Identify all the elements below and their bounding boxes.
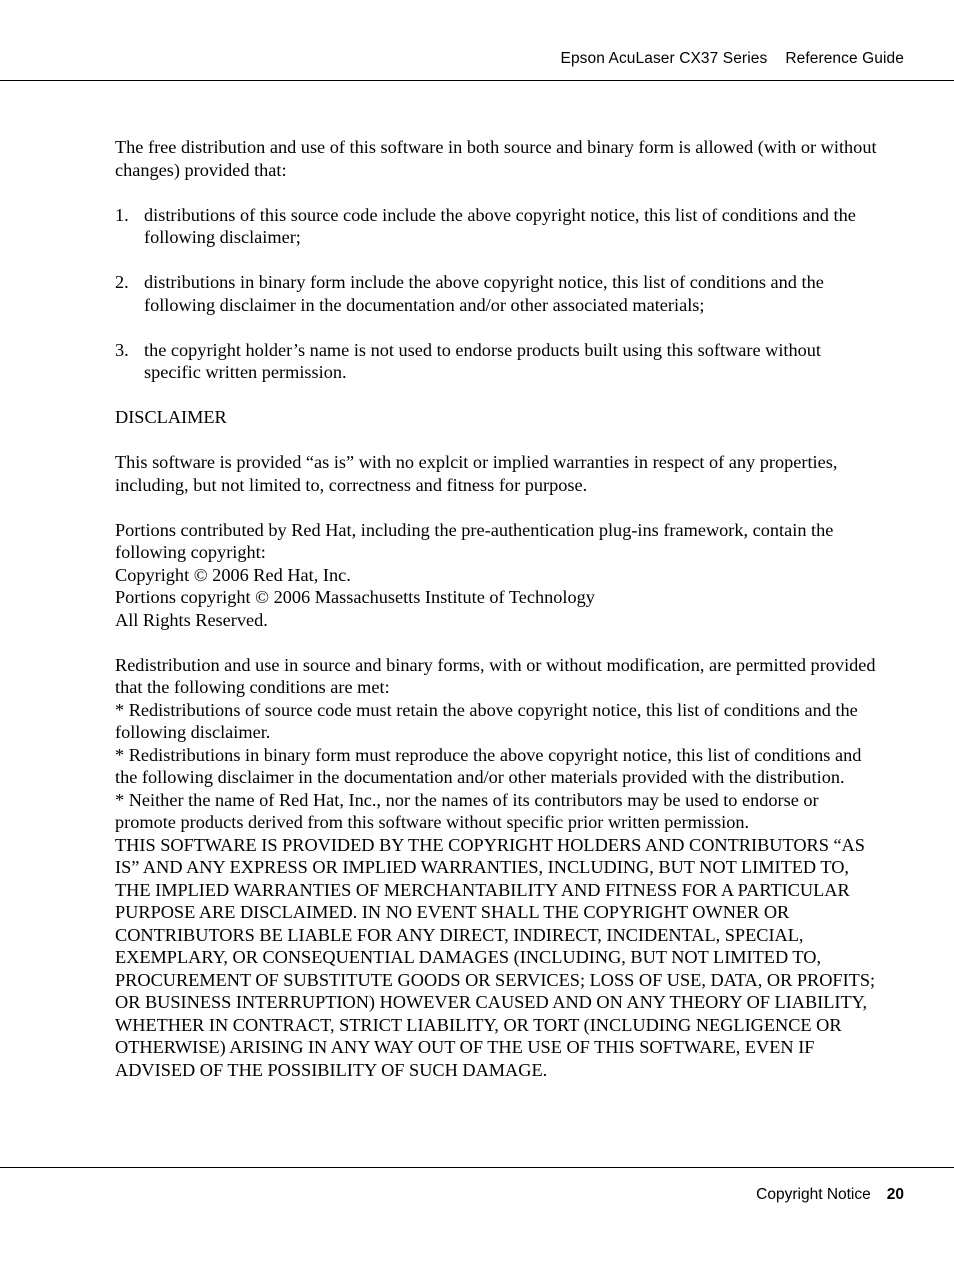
redhat-intro-paragraph: Portions contributed by Red Hat, including the pre-authentication plug-ins framework, contain the following copyright: bbox=[115, 519, 834, 562]
condition-number: 3. bbox=[115, 339, 129, 360]
disclaimer-paragraph: This software is provided “as is” with no explcit or implied warranties in respect of any properties, including, but not limited to, correctness and fitness for purpose. bbox=[115, 452, 838, 495]
page-body bbox=[115, 136, 879, 1081]
header-product-name: Epson AcuLaser CX37 Series bbox=[560, 50, 768, 67]
header-divider bbox=[0, 80, 954, 81]
condition-number: 1. bbox=[115, 204, 129, 225]
running-footer bbox=[756, 1186, 904, 1204]
footer-divider bbox=[0, 1167, 954, 1168]
warranty-disclaimer: THIS SOFTWARE IS PROVIDED BY THE COPYRIGHT HOLDERS AND CONTRIBUTORS “AS IS” AND ANY EXPRESS OR IMPLIED WARRANTIES, INCLUDING, BUT NOT LIMITED TO, THE IMPLIED WARRANTIES OF MERCHANTABILITY AND FITNESS FOR A PARTICULAR PURPOSE ARE DISCLAIMED. IN NO EVENT SHALL THE COPYRIGHT OWNER OR CONTRIBUTORS BE LIABLE FOR ANY DIRECT, INDIRECT, INCIDENTAL, SPECIAL, EXEMPLARY, OR CONSEQUENTIAL DAMAGES (INCLUDING, BUT NOT LIMITED TO, PROCUREMENT OF SUBSTITUTE GOODS OR SERVICES; LOSS OF USE, DATA, OR PROFITS; OR BUSINESS INTERRUPTION) HOWEVER CAUSED AND ON ANY THEORY OF LIABILITY, WHETHER IN CONTRACT, STRICT LIABILITY, OR TORT (INCLUDING NEGLIGENCE OR OTHERWISE) ARISING IN ANY WAY OUT OF THE USE OF THIS SOFTWARE, EVEN IF ADVISED OF THE POSSIBILITY OF SUCH DAMAGE. bbox=[115, 834, 876, 1080]
disclaimer-heading: DISCLAIMER bbox=[115, 407, 227, 427]
rights-reserved-line: All Rights Reserved. bbox=[115, 609, 268, 630]
condition-item-2 bbox=[115, 271, 879, 316]
running-header bbox=[561, 50, 905, 68]
copyright-line-mit: Portions copyright © 2006 Massachusetts Institute of Technology bbox=[115, 587, 595, 607]
intro-paragraph: The free distribution and use of this software in both source and binary form is allowed (with or without changes) provided that: bbox=[115, 137, 877, 180]
condition-number: 2. bbox=[115, 272, 129, 292]
condition-item-3 bbox=[115, 339, 879, 384]
condition-text: distributions of this source code include the above copyright notice, this list of conditions and the following disclaimer; bbox=[144, 204, 856, 247]
footer-section-title: Copyright Notice bbox=[756, 1186, 871, 1203]
redistribution-bullet-endorse: * Neither the name of Red Hat, Inc., nor the names of its contributors may be used to endorse or promote products derived from this software without specific prior written permission. bbox=[115, 789, 819, 832]
condition-item-1 bbox=[115, 204, 879, 249]
condition-text: distributions in binary form include the above copyright notice, this list of conditions and the following disclaimer in the documentation and/or other associated materials; bbox=[144, 272, 824, 315]
header-guide-name: Reference Guide bbox=[785, 50, 904, 67]
condition-text: the copyright holder’s name is not used to endorse products built using this software without specific written permission. bbox=[144, 339, 821, 382]
redistribution-intro: Redistribution and use in source and binary forms, with or without modification, are permitted provided that the following conditions are met: bbox=[115, 654, 876, 697]
redistribution-bullet-source: * Redistributions of source code must retain the above copyright notice, this list of conditions and the following disclaimer. bbox=[115, 699, 858, 742]
page-number: 20 bbox=[886, 1186, 904, 1203]
redistribution-bullet-binary: * Redistributions in binary form must reproduce the above copyright notice, this list of conditions and the following disclaimer in the documentation and/or other materials provided with the distribution. bbox=[115, 744, 862, 787]
copyright-line-redhat: Copyright © 2006 Red Hat, Inc. bbox=[115, 564, 351, 585]
